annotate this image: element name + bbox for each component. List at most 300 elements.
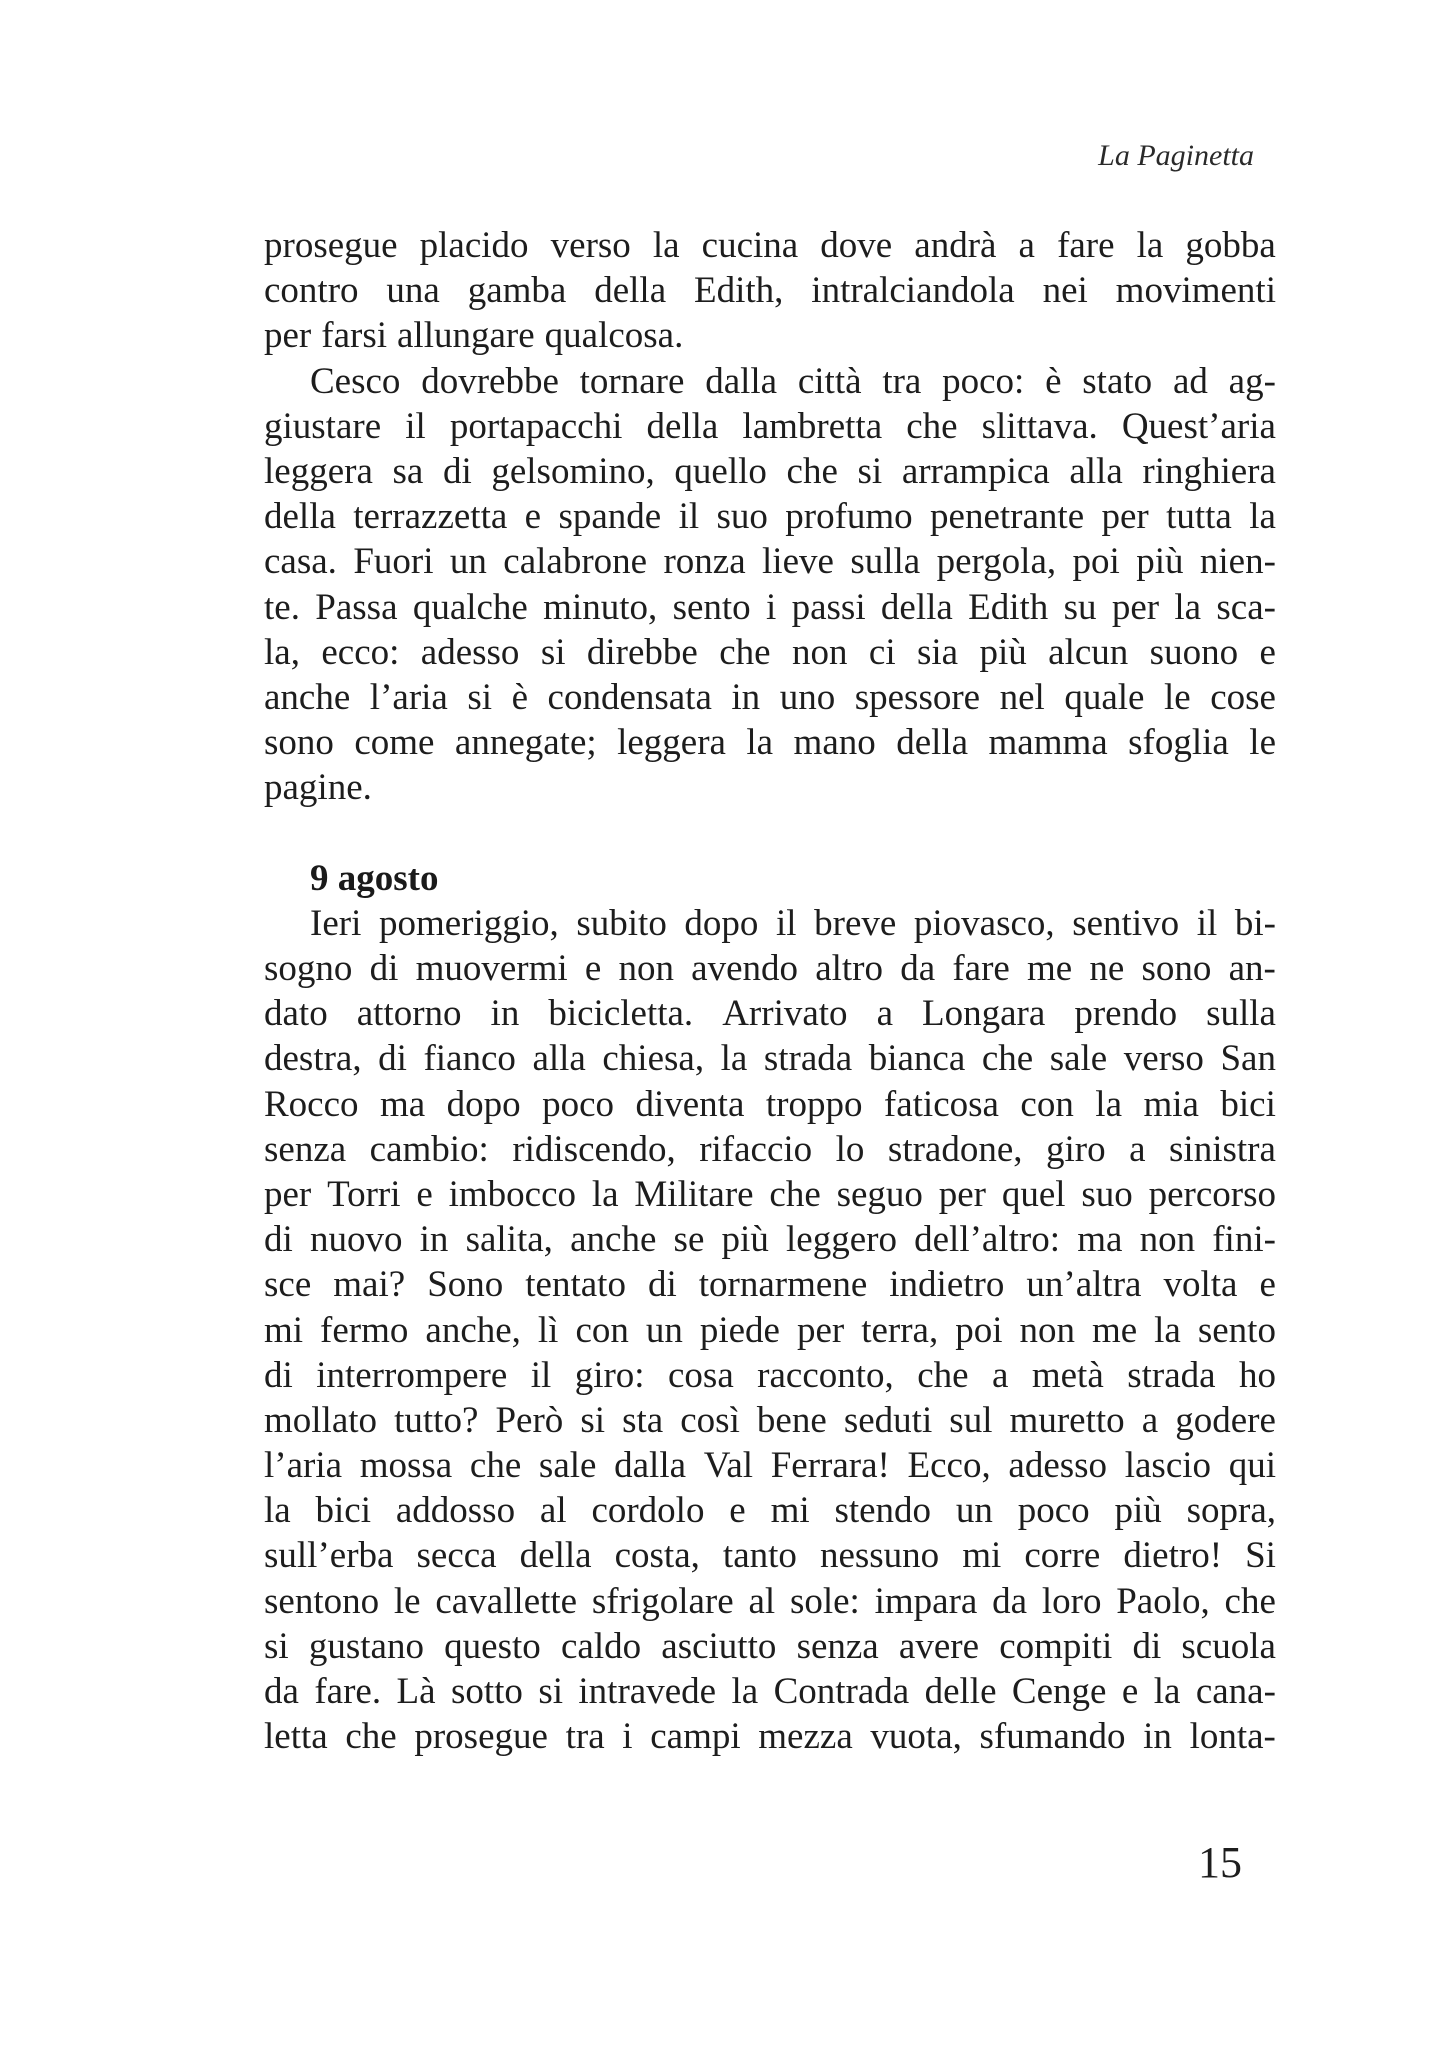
text-line (264, 1398, 1276, 1443)
word: sull’erba (264, 1535, 394, 1577)
text-line (264, 1669, 1276, 1714)
word: adesso (420, 631, 520, 673)
word: con (575, 1309, 629, 1351)
word: chiesa, (602, 1038, 705, 1080)
word: giro: (574, 1354, 645, 1396)
word: pagine. (264, 767, 372, 809)
word: lambretta (742, 405, 883, 447)
word: lieve (762, 541, 834, 583)
word: tutto? (394, 1399, 479, 1441)
word: scuola (1181, 1625, 1276, 1667)
word: passi (791, 586, 866, 628)
word: poi (1072, 541, 1120, 583)
word: profumo (785, 496, 913, 538)
word: il (678, 496, 700, 538)
word: in (1143, 1716, 1172, 1758)
word: di (1132, 1625, 1162, 1667)
text-line (264, 1443, 1276, 1488)
word: ci (868, 631, 896, 673)
word: più (1136, 541, 1184, 583)
text-line (264, 1624, 1276, 1669)
word: il (1196, 902, 1218, 944)
word: subito (576, 902, 667, 944)
word: e (1121, 1671, 1139, 1712)
word: di (378, 1038, 407, 1080)
word: nessuno (819, 1535, 940, 1577)
word: la (591, 1173, 619, 1215)
word: per (264, 315, 312, 357)
word: nei (1042, 270, 1088, 312)
word: su (1063, 586, 1097, 628)
word: e (416, 1173, 433, 1215)
word: il (530, 1354, 552, 1396)
word: la (731, 1671, 759, 1712)
word: racconto, (757, 1354, 894, 1396)
word: gamba (467, 270, 567, 312)
word: imbocco (448, 1173, 577, 1215)
word: che (719, 631, 771, 673)
word: un (449, 541, 487, 583)
word: non (1139, 1219, 1196, 1261)
word: stato (1082, 360, 1153, 402)
word: la (720, 1038, 748, 1080)
word: sono (264, 722, 334, 764)
word: prosegue (414, 1716, 548, 1758)
word: destra, (264, 1038, 362, 1080)
word: si (857, 450, 883, 492)
word: vuota, (870, 1716, 962, 1758)
word: prendo (1074, 993, 1178, 1035)
word: che (786, 450, 838, 492)
word: sulla (850, 541, 921, 583)
word: bianca (868, 1038, 966, 1080)
word: interrompere (316, 1354, 508, 1396)
word: portapacchi (449, 405, 623, 447)
word: la, (264, 631, 300, 673)
word: terrazzetta (353, 496, 508, 538)
word: la (1154, 1309, 1181, 1351)
word: tutta (1166, 496, 1232, 538)
word: a (1141, 1399, 1159, 1441)
word: anche (264, 676, 351, 718)
word: tanto (722, 1535, 797, 1577)
word: ag- (1228, 360, 1276, 402)
word: leggero (786, 1219, 897, 1261)
word: an- (1228, 948, 1276, 989)
word: quale (1064, 676, 1145, 718)
word: mia (1143, 1083, 1199, 1125)
word: dell’altro: (914, 1219, 1061, 1261)
word: dove (820, 225, 893, 266)
paragraphs-bottom (264, 901, 1276, 1760)
word: nel (999, 676, 1045, 718)
word: da (264, 1671, 299, 1712)
word: rifaccio (699, 1128, 813, 1170)
word: di (264, 1354, 293, 1396)
word: suo (1081, 1173, 1133, 1215)
word: senza (796, 1625, 879, 1667)
word: bi- (1234, 902, 1276, 944)
word: Val (703, 1445, 754, 1487)
text-line (264, 313, 1276, 358)
word: breve (814, 902, 897, 944)
word: per (1111, 586, 1160, 628)
word: di (369, 948, 399, 989)
word: la (1095, 1083, 1122, 1125)
word: dopo (446, 1083, 521, 1125)
text-line (264, 720, 1276, 765)
word: Ecco, (907, 1445, 991, 1487)
word: sentivo (1072, 902, 1180, 944)
word: metà (1031, 1354, 1104, 1396)
word: un’altra (1026, 1264, 1142, 1306)
word: avere (898, 1625, 980, 1667)
word: mamma (988, 722, 1108, 764)
word: più (1114, 1490, 1162, 1532)
word: la (746, 722, 774, 764)
section-heading: 9 agosto (310, 857, 439, 899)
word: poco: (942, 360, 1025, 402)
word: a (992, 1354, 1009, 1396)
word: al (539, 1490, 567, 1532)
word: è (511, 676, 528, 718)
word: ringhiera (1142, 450, 1276, 492)
word: più (721, 1219, 769, 1261)
word: Quest’aria (1121, 405, 1276, 447)
word: fini- (1212, 1219, 1276, 1261)
word: la (1136, 225, 1164, 266)
word: anche, (425, 1309, 521, 1351)
word: la (1153, 1671, 1181, 1712)
word: adesso (1008, 1445, 1108, 1487)
word: di (264, 1219, 293, 1261)
word: è (1045, 360, 1062, 402)
word: leggera (264, 450, 373, 492)
word: ma (1077, 1219, 1123, 1261)
word: ad (1172, 360, 1208, 402)
word: un (955, 1490, 993, 1532)
word: anche (570, 1219, 657, 1261)
word: sopra, (1186, 1490, 1276, 1532)
word: a (876, 993, 894, 1035)
word: stendo (834, 1490, 932, 1532)
word: lonta- (1189, 1716, 1276, 1758)
word: lo (835, 1128, 865, 1170)
word: qualcosa. (544, 315, 684, 357)
word: Fuori (353, 541, 434, 583)
word: che (1224, 1580, 1276, 1622)
text-line (264, 675, 1276, 720)
word: campi (650, 1716, 741, 1758)
word: alla (1069, 450, 1123, 492)
word: direbbe (586, 631, 698, 673)
text-line (264, 494, 1276, 539)
word: non (792, 631, 848, 673)
word: una (386, 270, 440, 312)
word: minuto, (543, 586, 658, 628)
word: sotto (450, 1671, 523, 1712)
word: cose (1210, 676, 1276, 718)
word: ma (379, 1083, 426, 1125)
word: allungare (397, 315, 535, 357)
word: in (490, 993, 520, 1035)
text-line (264, 585, 1276, 630)
word: a (1018, 225, 1035, 266)
word: pergola, (936, 541, 1057, 583)
text-line (264, 1082, 1276, 1127)
word: Passa (315, 586, 398, 628)
word: città (797, 360, 862, 402)
word: lascio (1124, 1445, 1212, 1487)
word: stradone, (887, 1128, 1023, 1170)
word: contro (264, 270, 359, 312)
word: costa, (614, 1535, 700, 1577)
word: piede (699, 1309, 780, 1351)
word: e (584, 948, 602, 989)
word: ho (1238, 1354, 1276, 1396)
word: corre (1024, 1535, 1101, 1577)
word: bicicletta. (548, 993, 694, 1035)
word: suo (716, 496, 768, 538)
word: giustare (264, 405, 382, 447)
word: fermo (320, 1309, 409, 1351)
word: sul (949, 1399, 993, 1441)
word: l’aria (264, 1445, 343, 1487)
word: alcun (1048, 631, 1129, 673)
word: della (646, 405, 719, 447)
word: di (442, 450, 472, 492)
word: sento (1197, 1309, 1276, 1351)
word: addosso (395, 1490, 516, 1532)
word: mezza (758, 1716, 853, 1758)
word: San (1220, 1038, 1276, 1080)
word: le (1249, 722, 1276, 764)
word: nuovo (309, 1219, 403, 1261)
word: pomeriggio, (378, 902, 559, 944)
word: terra, (861, 1309, 939, 1351)
word: non (1019, 1309, 1075, 1351)
word: annegate; (454, 722, 597, 764)
word: leggera (617, 722, 726, 764)
text-line (264, 404, 1276, 449)
word: fare. (314, 1671, 382, 1712)
word: sulla (1206, 993, 1276, 1035)
word: un (645, 1309, 683, 1351)
word: avendo (691, 948, 799, 989)
word: il (405, 405, 426, 447)
word: sce (264, 1264, 312, 1306)
word: Contrada (773, 1671, 910, 1712)
text-line (264, 1579, 1276, 1624)
word: che (906, 405, 958, 447)
word: quel (1001, 1173, 1066, 1215)
word: quello (674, 450, 767, 492)
page-number: 15 (1198, 1838, 1242, 1887)
text-line (264, 449, 1276, 494)
word: per (796, 1309, 845, 1351)
word: spande (558, 496, 662, 538)
word: la (652, 225, 680, 266)
word: per (1101, 496, 1149, 538)
word: penetrante (930, 496, 1085, 538)
word: cana- (1195, 1671, 1276, 1712)
text-line (264, 1036, 1276, 1081)
word: le (1163, 676, 1191, 718)
word: più (979, 631, 1027, 673)
word: della (594, 270, 667, 312)
word: la (1249, 496, 1276, 538)
word: sogno (264, 948, 353, 989)
word: tra (565, 1716, 605, 1758)
word: il (775, 902, 797, 944)
text-line (264, 539, 1276, 584)
word: della (880, 586, 953, 628)
word: come (354, 722, 435, 764)
word: cosa (668, 1354, 734, 1396)
word: si (538, 1671, 563, 1712)
word: seguo (836, 1173, 923, 1215)
word: prosegue (264, 225, 398, 266)
word: Si (1245, 1535, 1276, 1577)
word: suono (1149, 631, 1239, 673)
word: faticosa (883, 1083, 999, 1125)
word: tornarmene (698, 1264, 868, 1306)
word: condensata (547, 676, 712, 718)
text-block (264, 223, 1276, 1759)
text-line (264, 1217, 1276, 1262)
word: sfoglia (1128, 722, 1229, 764)
text-line (264, 765, 1276, 810)
word: tornare (579, 360, 685, 402)
word: qualche (412, 586, 528, 628)
word: intralciandola (811, 270, 1015, 312)
word: alla (532, 1038, 586, 1080)
word: ne (1089, 948, 1125, 989)
text-line (264, 223, 1276, 268)
word: tentato (525, 1264, 626, 1306)
word: poi (955, 1309, 1003, 1351)
word: casa. (264, 541, 337, 583)
word: delle (924, 1671, 997, 1712)
word: Edith (968, 586, 1049, 628)
text-line (264, 1714, 1276, 1759)
word: della (896, 722, 969, 764)
word: questo (444, 1625, 541, 1667)
word: ecco: (321, 631, 400, 673)
word: indietro (889, 1264, 1005, 1306)
text-line (264, 268, 1276, 313)
word: impara (874, 1580, 978, 1622)
word: dopo (684, 902, 759, 944)
word: bene (756, 1399, 827, 1441)
word: sono (1141, 948, 1212, 989)
text-line (264, 1488, 1276, 1533)
word: strada (763, 1038, 853, 1080)
word: percorso (1148, 1173, 1276, 1215)
word: si (580, 1399, 606, 1441)
word: Cenge (1011, 1671, 1107, 1712)
word: la (264, 1490, 291, 1532)
word: farsi (321, 315, 387, 357)
word: gustano (308, 1625, 424, 1667)
word: placido (419, 225, 529, 266)
word: Arrivato (722, 993, 848, 1035)
word: mi (770, 1490, 810, 1532)
word: verso (550, 225, 631, 266)
word: la (1174, 586, 1202, 628)
word: attorno (356, 993, 462, 1035)
word: dovrebbe (421, 360, 559, 402)
word: ronza (663, 541, 746, 583)
word: Là (396, 1671, 436, 1712)
word: me (1091, 1309, 1138, 1351)
word: sfrigolare (591, 1580, 734, 1622)
word: andrà (914, 225, 997, 266)
word: caldo (560, 1625, 642, 1667)
word: si (467, 676, 493, 718)
word: in (419, 1219, 449, 1261)
text-line (264, 1262, 1276, 1307)
word: e (729, 1490, 746, 1532)
word: si (264, 1625, 289, 1667)
word: compiti (999, 1625, 1113, 1667)
word: sia (916, 631, 959, 673)
running-head: La Paginetta (1098, 139, 1254, 172)
word: godere (1175, 1399, 1276, 1441)
word: mollato (264, 1399, 378, 1441)
word: dalla (614, 1445, 687, 1487)
word: lì (537, 1309, 559, 1351)
word: sfumando (979, 1716, 1126, 1758)
word: asciutto (661, 1625, 777, 1667)
text-line (264, 630, 1276, 675)
paragraphs-top (264, 223, 1276, 810)
word: Rocco (264, 1083, 359, 1125)
word: si (540, 631, 566, 673)
word: loro (1041, 1580, 1102, 1622)
word: fare (1057, 225, 1115, 266)
word: strada (1127, 1354, 1216, 1396)
word: spessore (854, 676, 981, 718)
word: mai? (333, 1264, 406, 1306)
word: se (673, 1219, 705, 1261)
word: muretto (1009, 1399, 1125, 1441)
word: Cesco (310, 360, 401, 402)
word: fare (952, 948, 1010, 989)
text-line (264, 946, 1276, 991)
word: della (264, 496, 336, 538)
word: Ieri (310, 902, 362, 944)
word: fianco (423, 1038, 516, 1080)
word: bici (1220, 1083, 1276, 1125)
word: Edith, (694, 270, 784, 312)
word: cambio: (369, 1128, 489, 1170)
word: le (393, 1580, 421, 1622)
word: Paolo, (1116, 1580, 1210, 1622)
word: qui (1228, 1445, 1276, 1487)
word: verso (1123, 1038, 1204, 1080)
text-line (264, 359, 1276, 404)
word: Però (495, 1399, 564, 1441)
word: dietro! (1123, 1535, 1223, 1577)
word: Militare (634, 1173, 754, 1215)
word: mossa (359, 1445, 453, 1487)
word: sentono (264, 1580, 380, 1622)
text-line (264, 991, 1276, 1036)
text-line (264, 1353, 1276, 1398)
word: mano (793, 722, 876, 764)
word: sento (672, 586, 751, 628)
